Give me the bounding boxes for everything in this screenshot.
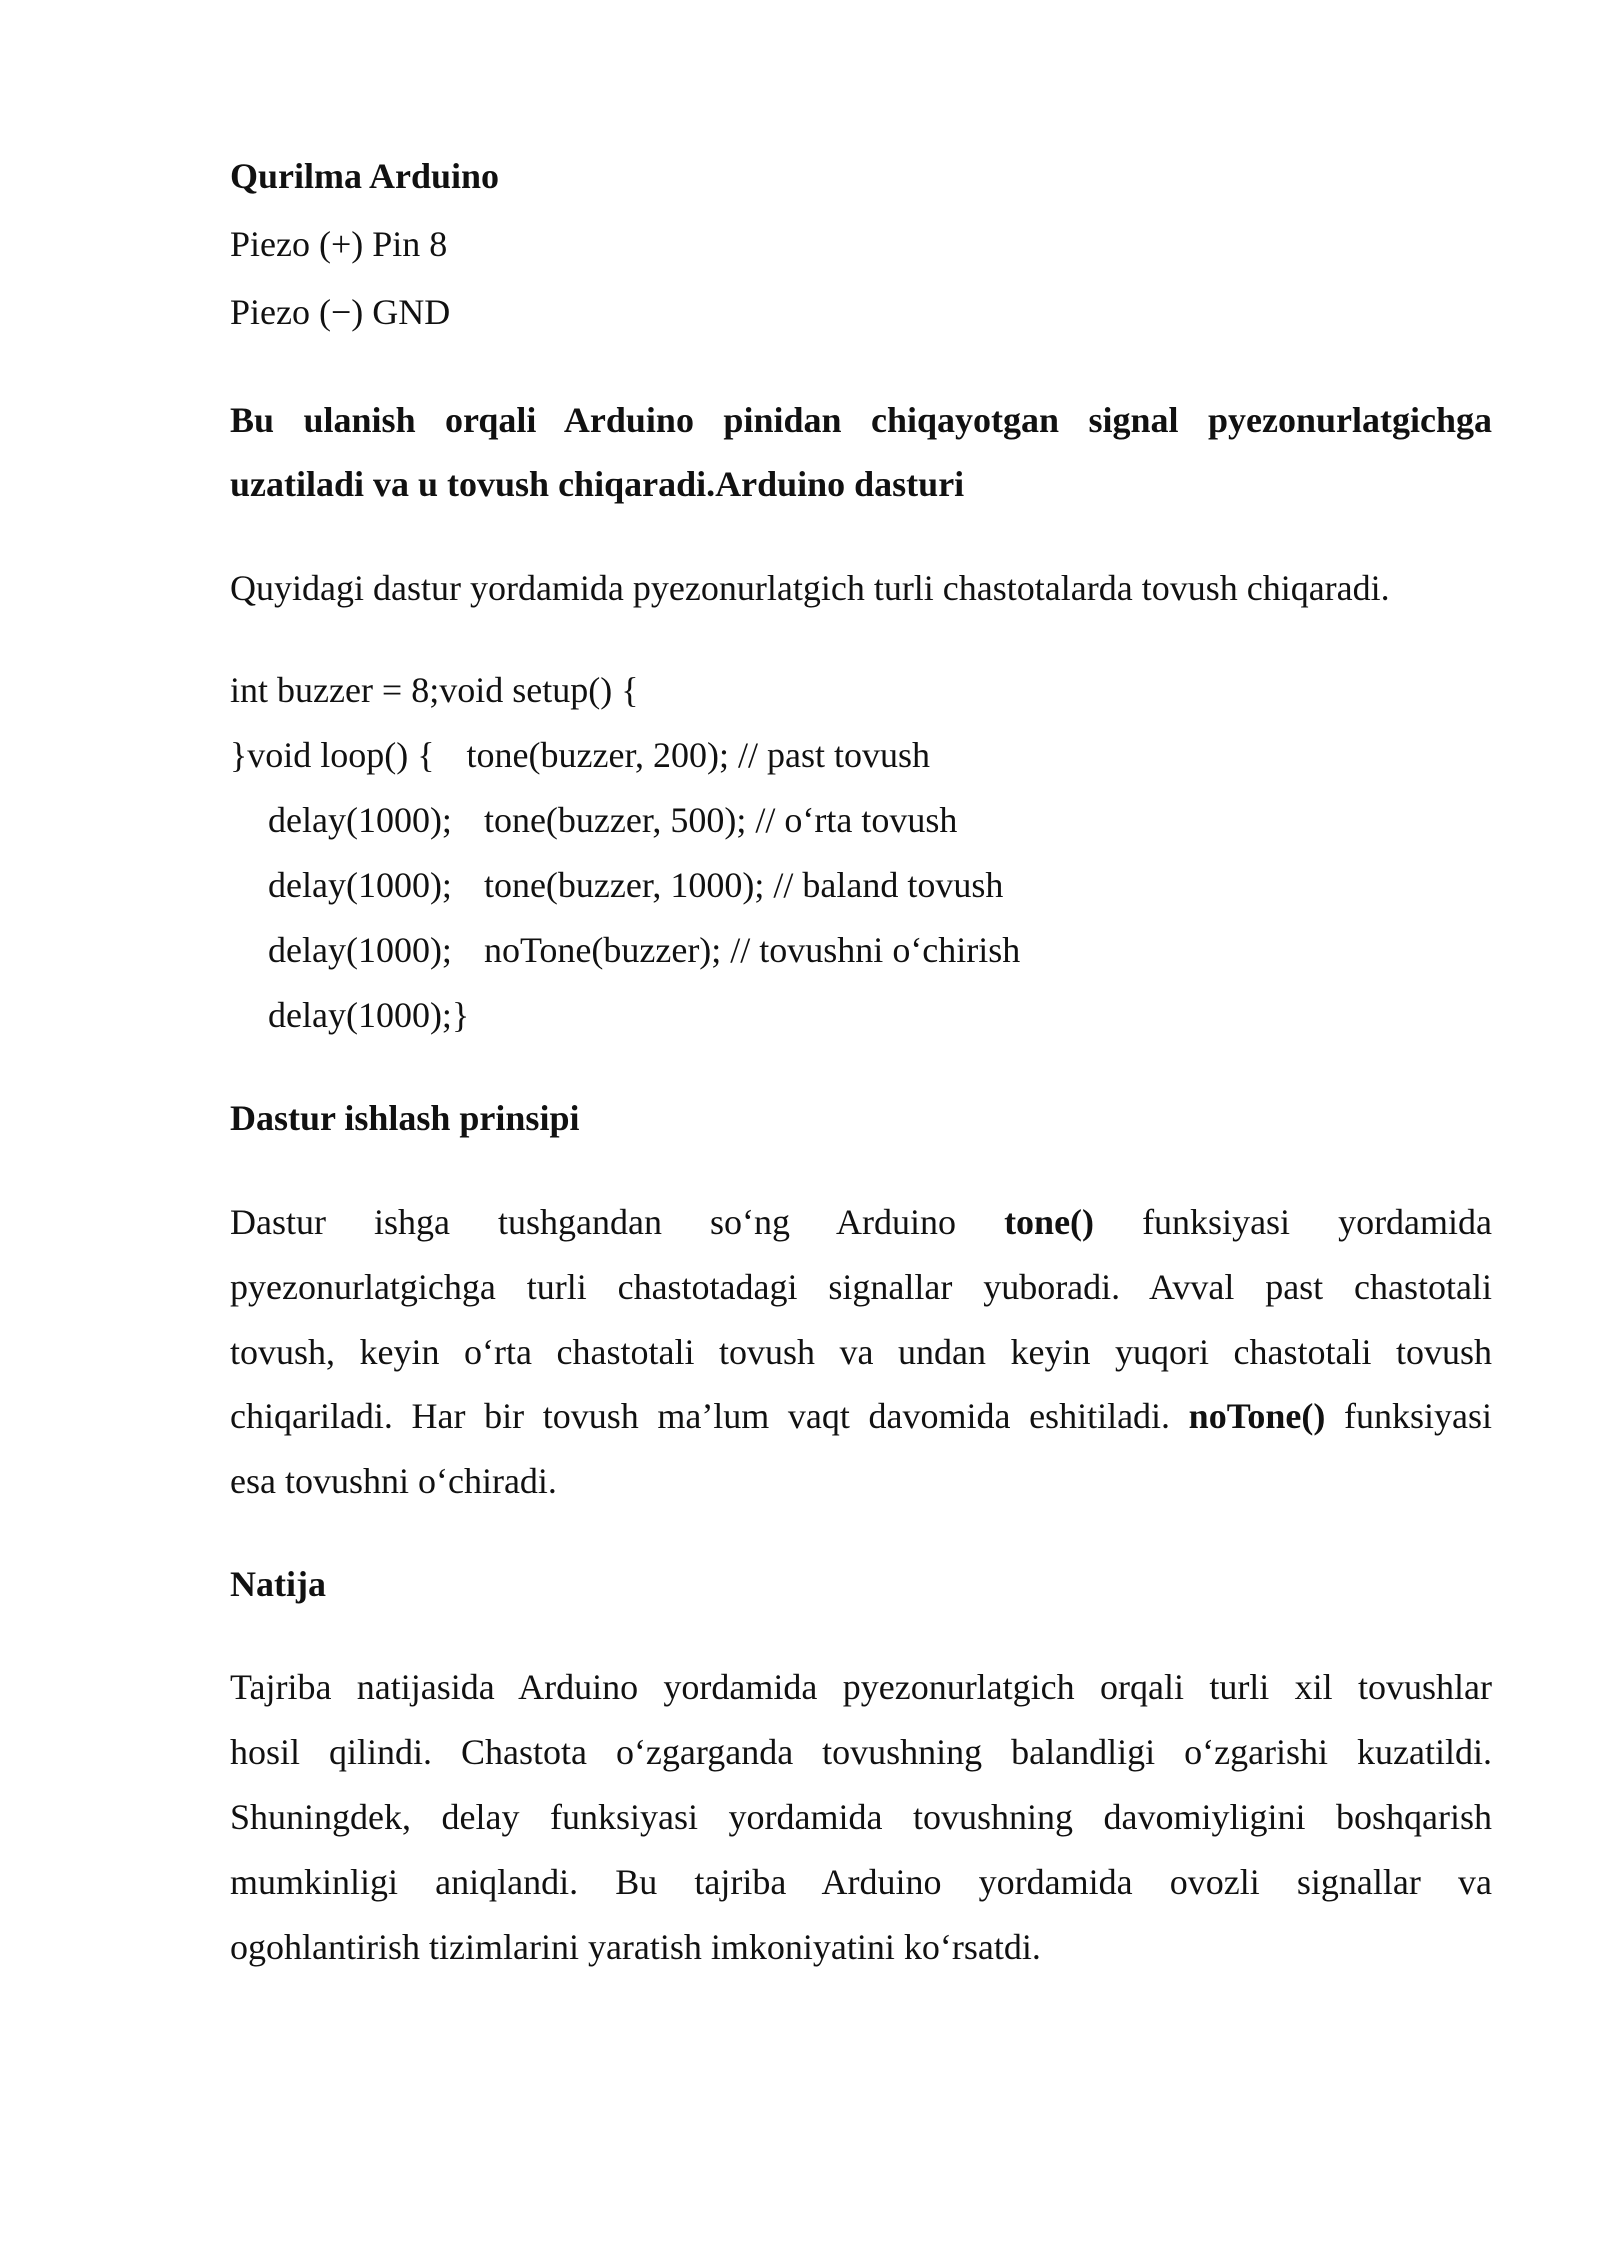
code-line-6: delay(1000);}	[268, 995, 470, 1035]
intro-text: Quyidagi dastur yordamida pyezonurlatgich turli chastotalarda tovush chiqaradi.	[230, 568, 1390, 608]
principle-line-3: tovush, keyin o‘rta chastotali tovush va undan keyin yuqori chastotali tovush	[230, 1332, 1492, 1372]
code-line-4-a: delay(1000);	[268, 865, 452, 905]
result-line-2: hosil qilindi. Chastota o‘zgarganda tovushning balandligi o‘zgarishi kuzatildi.	[230, 1732, 1492, 1772]
principle-line-2: pyezonurlatgichga turli chastotadagi signallar yuboradi. Avval past chastotali	[230, 1267, 1492, 1307]
code-line-3-a: delay(1000);	[268, 800, 452, 840]
section-heading-result: Natija	[230, 1564, 326, 1604]
result-line-3: Shuningdek, delay funksiyasi yordamida tovushning davomiyligini boshqarish	[230, 1797, 1492, 1837]
connection-row-plus: Piezo (+) Pin 8	[230, 224, 448, 264]
connection-row-minus: Piezo (−) GND	[230, 292, 451, 332]
principle-line-4-tail: funksiyasi	[1344, 1396, 1492, 1436]
code-line-5-a: delay(1000);	[268, 930, 452, 970]
code-line-2	[230, 733, 930, 777]
result-line-4: mumkinligi aniqlandi. Bu tajriba Arduino yordamida ovozli signallar va	[230, 1862, 1492, 1902]
result-line-5: ogohlantirish tizimlarini yaratish imkoniyatini ko‘rsatdi.	[230, 1927, 1041, 1967]
tone-function-name: tone()	[1004, 1202, 1095, 1242]
result-line-1: Tajriba natijasida Arduino yordamida pyezonurlatgich orqali turli xil tovushlar	[230, 1667, 1492, 1707]
code-line-5-b: noTone(buzzer); // tovushni o‘chirish	[483, 930, 1021, 970]
code-line-4	[268, 863, 1003, 907]
code-line-2-a: }void loop() {	[230, 735, 435, 775]
principle-line-4-text: chiqariladi. Har bir tovush ma’lum vaqt davomida eshitiladi.	[230, 1396, 1171, 1436]
principle-line-5: esa tovushni o‘chiradi.	[230, 1461, 557, 1501]
principle-line-1-text: Dastur ishga tushgandan so‘ng Arduino	[230, 1202, 957, 1242]
notone-function-name: noTone()	[1188, 1396, 1326, 1436]
code-line-1: int buzzer = 8;void setup() {	[230, 670, 639, 710]
code-line-2-b: tone(buzzer, 200); // past tovush	[466, 735, 930, 775]
bold-paragraph-line-1: Bu ulanish orqali Arduino pinidan chiqayotgan signal pyezonurlatgichga	[230, 400, 1492, 440]
connection-title: Qurilma Arduino	[230, 156, 500, 196]
code-line-5	[268, 928, 1020, 972]
code-line-4-b: tone(buzzer, 1000); // baland tovush	[483, 865, 1004, 905]
principle-line-1	[230, 1200, 1492, 1244]
code-line-3	[268, 798, 957, 842]
bold-paragraph-line-2: uzatiladi va u tovush chiqaradi.Arduino dasturi	[230, 464, 965, 504]
code-line-3-b: tone(buzzer, 500); // o‘rta tovush	[483, 800, 958, 840]
principle-line-4	[230, 1394, 1492, 1438]
section-heading-principle: Dastur ishlash prinsipi	[230, 1098, 580, 1138]
principle-line-1-tail: funksiyasi yordamida	[1142, 1202, 1493, 1242]
